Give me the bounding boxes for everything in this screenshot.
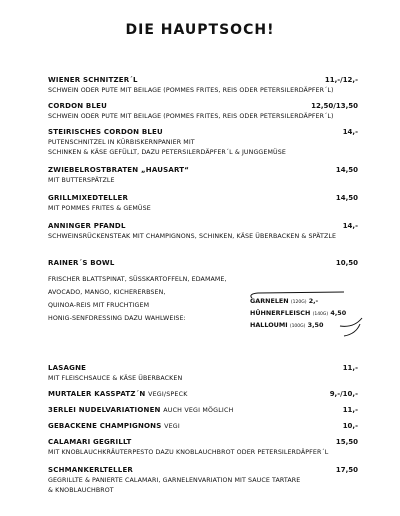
menu-item [48,438,358,458]
item-name: CORDON BLEU [48,102,107,110]
item-price: 9,-/10,- [329,390,358,398]
item-price: 11,-/12,- [324,76,358,84]
item-name: SCHMANKERLTELLER [48,466,134,474]
menu-item [48,390,358,398]
item-note: VEGI [164,423,180,430]
item-price: 11,- [342,364,358,372]
bowl-option: HALLOUMI (100G) 3,50 [250,321,324,329]
item-price: 10,50 [335,259,358,267]
item-note: AUCH VEGI MÖGLICH [163,407,234,414]
item-price: 14,50 [335,166,358,174]
menu-item [48,406,358,414]
item-description: MIT POMMES FRITES & GEMÜSE [48,205,151,212]
hand-drawn-bracket [244,288,366,340]
item-description: MIT KNOBLAUCHKRÄUTERPESTO DAZU KNOBLAUCHBROT ODER PETERSILERDÄPFER´L [48,449,329,456]
menu-item [48,128,358,158]
item-name: 3ERLEI NUDELVARIATIONEN [48,406,161,414]
menu-item [48,102,358,122]
item-name: ZWIEBELROSTBRATEN „HAUSART“ [48,166,190,174]
item-name: WIENER SCHNITZER´L [48,76,138,84]
item-description: PUTENSCHNITZEL IN KÜRBISKERNPANIER MIT [48,139,195,146]
menu-item [48,76,358,96]
menu-item [48,466,358,496]
item-price: 10,- [342,422,358,430]
item-description: AVOCADO, MANGO, KICHERERBSEN, [48,289,166,296]
item-price: 14,- [342,222,358,230]
item-description: FRISCHER BLATTSPINAT, SÜSSKARTOFFELN, EDAMAME, [48,276,227,283]
item-price: 14,- [342,128,358,136]
item-name: LASAGNE [48,364,87,372]
item-description: SCHWEINSRÜCKENSTEAK MIT CHAMPIGNONS, SCHINKEN, KÄSE ÜBERBACKEN & SPÄTZLE [48,233,337,240]
item-price: 17,50 [335,466,358,474]
menu-item [48,194,358,214]
item-description: SCHWEIN ODER PUTE MIT BEILAGE (POMMES FRITES, REIS ODER PETERSILERDÄPFER´L) [48,113,334,120]
item-price: 14,50 [335,194,358,202]
item-description: QUINOA-REIS MIT FRUCHTIGEM [48,302,150,309]
item-description: SCHWEIN ODER PUTE MIT BEILAGE (POMMES FRITES, REIS ODER PETERSILERDÄPFER´L) [48,87,334,94]
item-description: HONIG-SENFDRESSING DAZU WAHLWEISE: [48,315,186,322]
page-title: DIE HAUPTSOCH! [125,22,275,38]
menu-item [48,166,358,186]
item-price: 12,50/13,50 [311,102,358,110]
menu-item [48,364,358,384]
item-description: MIT FLEISCHSAUCE & KÄSE ÜBERBACKEN [48,375,183,382]
item-description: & KNOBLAUCHBROT [48,487,114,494]
item-name: STEIRISCHES CORDON BLEU [48,128,163,136]
item-price: 15,50 [335,438,358,446]
item-name: GEBACKENE CHAMPIGNONS [48,422,162,430]
item-name: GRILLMIXEDTELLER [48,194,129,202]
bowl-option: HÜHNERFLEISCH (140G) 4,50 [250,309,347,317]
item-description: MIT BUTTERSPÄTZLE [48,177,115,184]
menu-item [48,222,358,242]
item-note: VEGI/SPECK [148,391,188,398]
item-price: 11,- [342,406,358,414]
item-name: CALAMARI GEGRILLT [48,438,132,446]
item-description: SCHINKEN & KÄSE GEFÜLLT, DAZU PETERSILERDÄPFER´L & JUNGGEMÜSE [48,149,286,156]
item-description: GEGRILLTE & PANIERTE CALAMARI, GARNELENVARIATION MIT SAUCE TARTARE [48,477,301,484]
item-name: MURTALER KASSPATZ´N [48,390,146,398]
item-name: ANNINGER PFANDL [48,222,126,230]
bowl-option: GARNELEN (120G) 2,- [250,297,319,305]
item-name: RAINER´S BOWL [48,259,115,267]
menu-item [48,422,358,430]
